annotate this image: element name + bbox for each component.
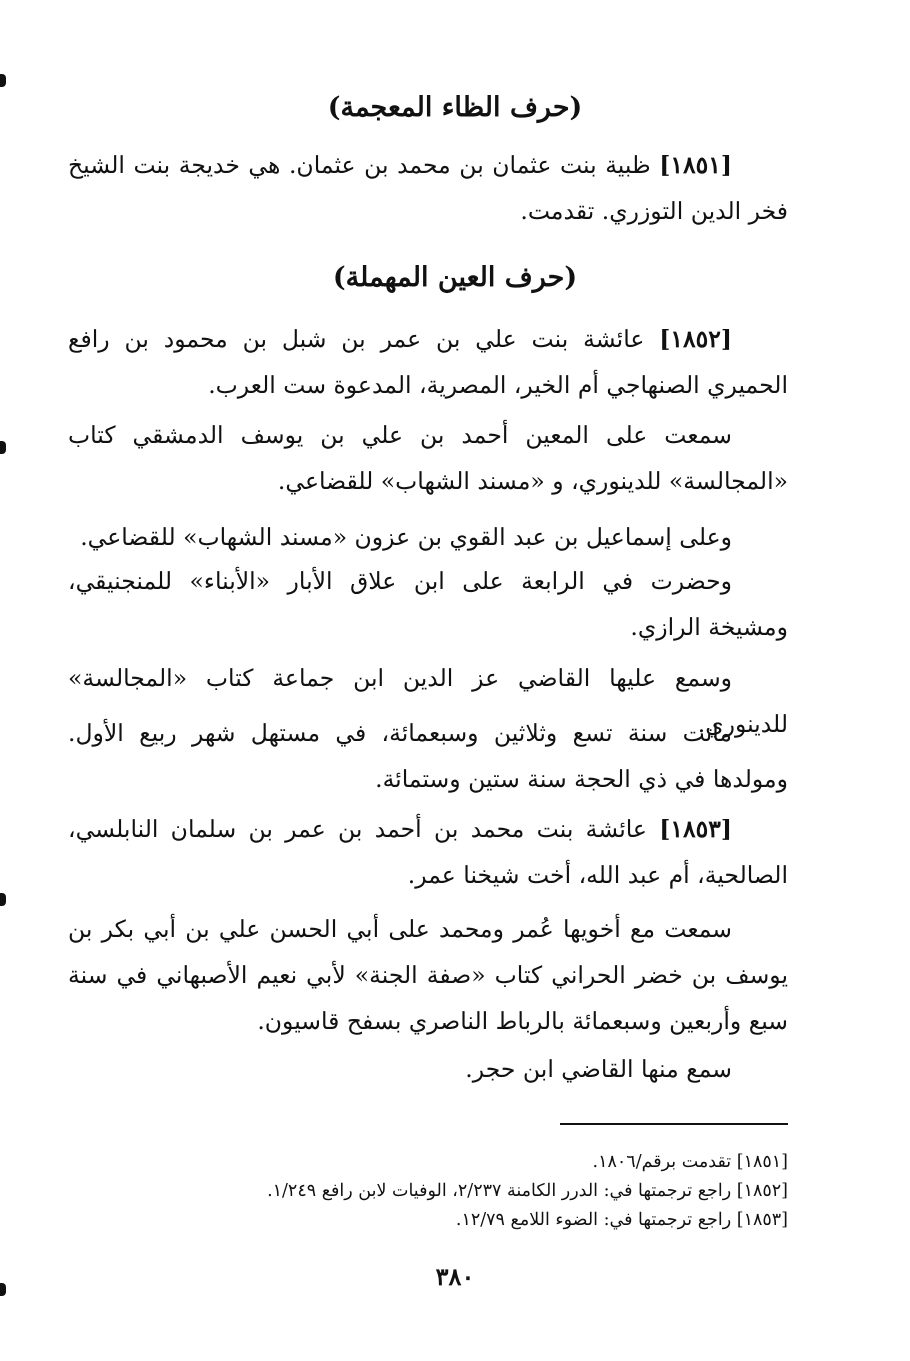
entry-1852-paragraph: سمعت على المعين أحمد بن علي بن يوسف الدمشقي كتاب «المجالسة» للدينوري، و «مسند الشهاب» للقضاعي. xyxy=(68,421,788,495)
entry-number: [١٨٥٣] xyxy=(659,815,732,843)
scan-margin-mark xyxy=(0,441,6,454)
section-heading-ayn: (حرف العين المهملة) xyxy=(332,262,578,293)
entry-1852-paragraph: وحضرت في الرابعة على ابن علاق الأبار «الأبناء» للمنجنيقي، ومشيخة الرازي. xyxy=(68,567,788,641)
scan-margin-mark xyxy=(0,893,6,906)
entry-1853-paragraph: سمع منها القاضي ابن حجر. xyxy=(465,1055,732,1083)
entry-1852-paragraph: وعلى إسماعيل بن عبد القوي بن عزون «مسند الشهاب» للقضاعي. xyxy=(80,523,732,551)
entry-1852 xyxy=(68,316,788,408)
footnotes xyxy=(68,1148,788,1235)
entry-1852-paragraph: وسمع عليها القاضي عز الدين ابن جماعة كتاب «المجالسة» للدينوري. xyxy=(68,664,788,738)
entry-number: [١٨٥١] xyxy=(659,151,732,179)
footnote-1851: [١٨٥١] تقدمت برقم/١٨٠٦. xyxy=(592,1152,788,1172)
scan-margin-mark xyxy=(0,74,6,87)
entry-number: [١٨٥٢] xyxy=(659,325,732,353)
entry-text: عائشة بنت علي بن عمر بن شبل بن محمود بن رافع الحميري الصنهاجي أم الخير، المصرية، المدعوة ست العرب. xyxy=(68,325,788,399)
page-number: ٣٨٠ xyxy=(435,1262,475,1291)
entry-text: ظبية بنت عثمان بن محمد بن عثمان. هي خديجة بنت الشيخ فخر الدين التوزري. تقدمت. xyxy=(68,151,788,225)
footnote-1853: [١٨٥٣] راجع ترجمتها في: الضوء اللامع ١٢/٧٩. xyxy=(455,1210,788,1230)
entry-1852-paragraph: ماتت سنة تسع وثلاثين وسبعمائة، في مستهل شهر ربيع الأول. ومولدها في ذي الحجة سنة ستين وستمائة. xyxy=(68,719,788,793)
entry-1853-paragraph: سمعت مع أخويها عُمر ومحمد على أبي الحسن علي بن أبي بكر بن يوسف بن خضر الحراني كتاب «صفة الجنة» لأبي نعيم الأصبهاني في سنة سبع وأربعين وسبعمائة بالرباط الناصري بسفح قاسيون. xyxy=(68,915,788,1035)
entry-1851 xyxy=(68,142,788,234)
footnote-separator xyxy=(560,1123,788,1125)
section-heading-zaa: (حرف الظاء المعجمة) xyxy=(327,92,583,123)
entry-1853 xyxy=(68,806,788,898)
footnote-1852: [١٨٥٢] راجع ترجمتها في: الدرر الكامنة ٢/٢٣٧، الوفيات لابن رافع ١/٢٤٩. xyxy=(267,1181,788,1201)
entry-text: عائشة بنت محمد بن أحمد بن عمر بن سلمان النابلسي، الصالحية، أم عبد الله، أخت شيخنا عمر. xyxy=(68,815,788,889)
